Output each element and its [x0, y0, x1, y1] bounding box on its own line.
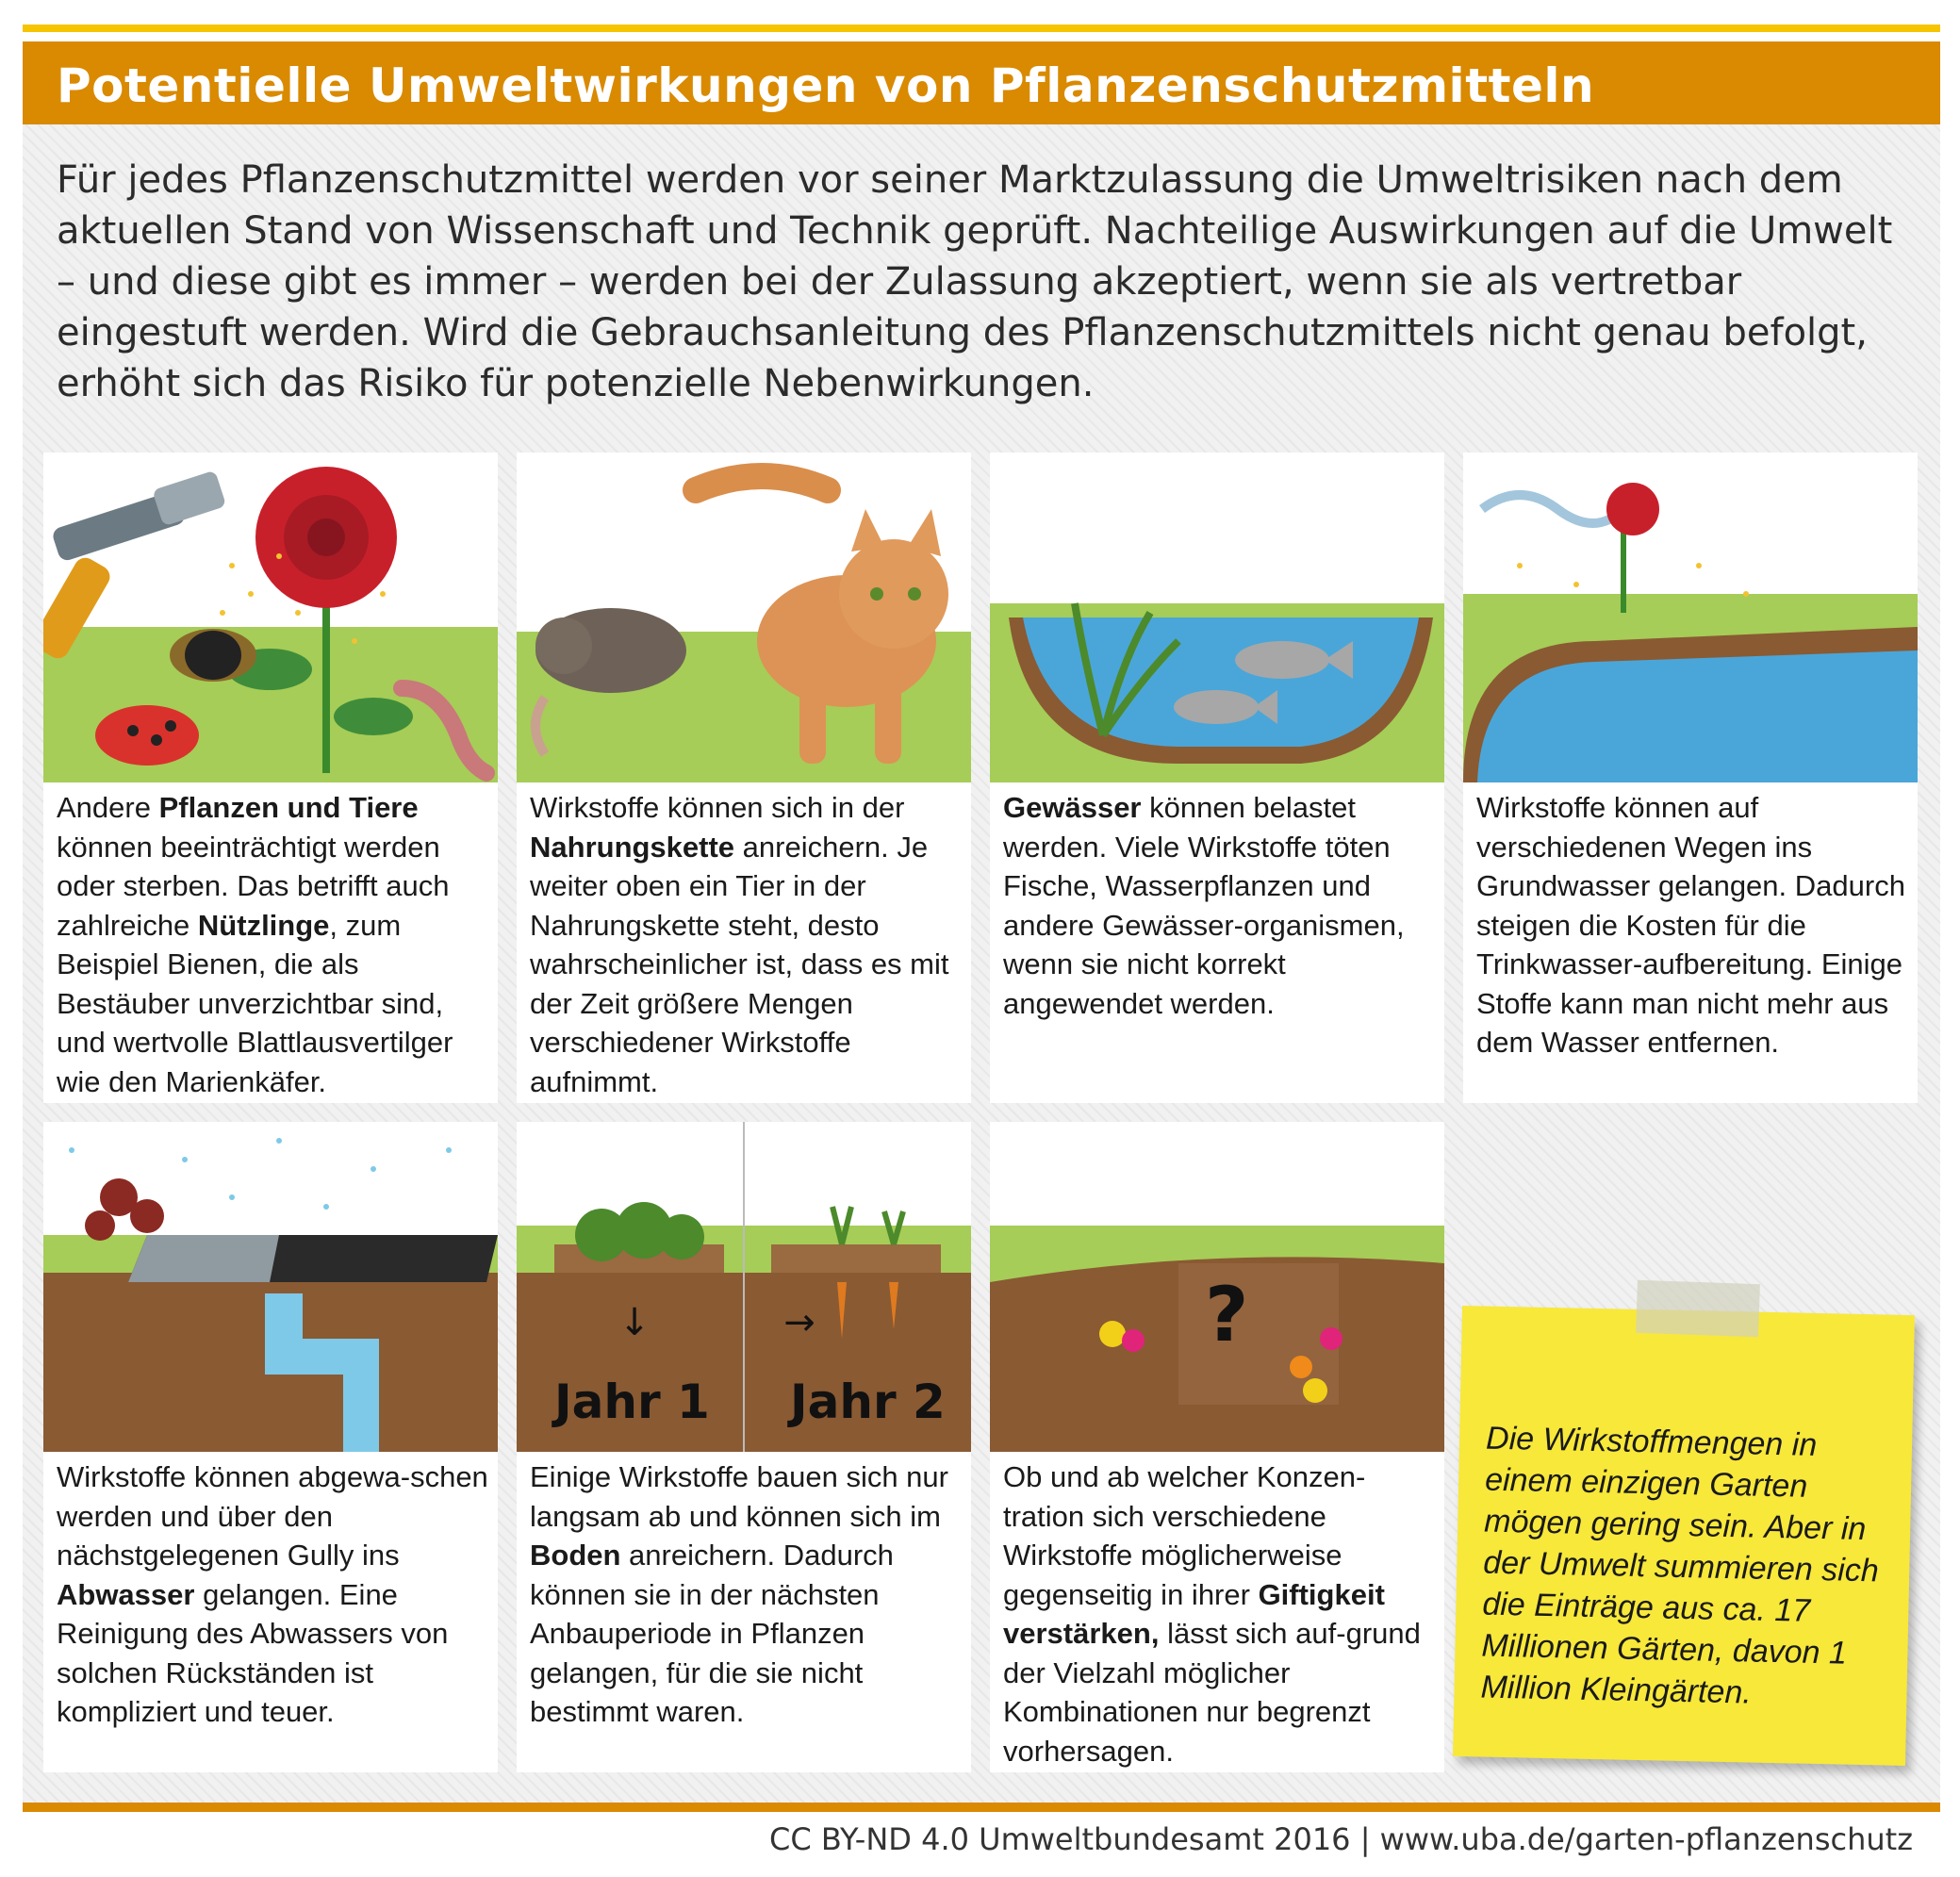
caption-text: anreichern. Dadurch können sie in der nächsten Anbauperiode in Pflanzen gelangen, für die sie nicht bestimmt waren.: [530, 1539, 894, 1728]
caption-text: Wirkstoffe können auf verschiedenen Wegen ins Grundwasser gelangen. Dadurch steigen die Kosten für die Trinkwasser-aufbereitung. Einige Stoffe kann man nicht mehr aus dem Wasser entfernen.: [1476, 791, 1905, 1059]
garden-hose-illustration: [43, 453, 498, 782]
caption-text: Ob und ab welcher Konzen-tration sich verschiedene Wirkstoffe möglicherweise gegenseitig in ihrer: [1003, 1460, 1366, 1611]
right-arrow-icon: →: [783, 1301, 815, 1344]
caption-text: anreichern. Je weiter oben ein Tier in der Nahrungskette steht, desto wahrscheinlicher ist, dass es mit der Zeit größere Mengen verschiedener Wirkstoffe aufnimmt.: [530, 830, 949, 1098]
caption-text: Einige Wirkstoffe bauen sich nur langsam ab und können sich im: [530, 1460, 948, 1533]
groundwater-illustration: [1463, 453, 1918, 782]
panel-toxicity: [990, 1122, 1444, 1772]
title-bar: [23, 41, 1940, 124]
panel-groundwater: [1463, 453, 1918, 1103]
soil-combination-illustration: [990, 1122, 1444, 1452]
sticky-note: [1453, 1306, 1915, 1766]
caption-emphasis: Gewässer: [1003, 791, 1142, 824]
panel-waters: [990, 453, 1444, 1103]
bottom-accent-rule: [23, 1803, 1940, 1812]
caption-text: können belastet werden. Viele Wirkstoffe töten Fische, Wasserpflanzen und andere Gewässer-organismen, wenn sie nicht korrekt angewendet werden.: [1003, 791, 1405, 1020]
caption-emphasis: Abwasser: [57, 1577, 195, 1611]
caption-text: Wirkstoffe können sich in der: [530, 791, 905, 824]
panel-caption: [1003, 1457, 1435, 1770]
caption-text: Wirkstoffe können abgewa-schen werden und über den nächstgelegenen Gully ins: [57, 1460, 488, 1572]
intro-text: Für jedes Pflanzenschutzmittel werden vor seiner Marktzulassung die Umweltrisiken nach dem aktuellen Stand von Wissenschaft und Technik geprüft. Nachteilige Auswirkungen auf die Umwelt – und diese gibt es immer – werden bei der Zulassung akzeptiert, wenn sie als vertretbar eingestuft werden. Wird die Gebrauchsanleitung des Pflanzenschutzmittels nicht genau befolgt, erhöht sich das Risiko für potenzielle Nebenwirkungen.: [57, 158, 1893, 405]
panel-food-chain: [517, 453, 971, 1103]
panel-caption: [1003, 788, 1435, 1023]
caption-text: gelangen. Eine Reinigung des Abwassers von solchen Rückständen ist kompliziert und teuer.: [57, 1577, 449, 1728]
panel-caption: [57, 1457, 488, 1732]
caption-text: können beeinträchtigt werden oder sterben. Das betrifft auch zahlreiche: [57, 830, 450, 942]
page-title: Potentielle Umweltwirkungen von Pflanzenschutzmitteln: [57, 58, 1595, 113]
tape-strip: [1636, 1280, 1760, 1338]
pond-illustration: [990, 453, 1444, 782]
caption-emphasis: Boden: [530, 1539, 621, 1572]
cat-mouse-illustration: [517, 453, 971, 782]
top-accent-rule: [23, 25, 1940, 32]
panel-wastewater: [43, 1122, 498, 1772]
caption-text: lässt sich auf-grund der Vielzahl möglicher Kombinationen nur begrenzt vorhersagen.: [1003, 1617, 1421, 1768]
caption-emphasis: Giftigkeit verstärken,: [1003, 1577, 1385, 1650]
year-2-label: Jahr 2: [790, 1375, 946, 1429]
note-text: Die Wirkstoffmengen in einem einzigen Garten mögen gering sein. Aber in der Umwelt summieren sich die Einträge aus ca. 17 Millionen Gärten, davon 1 Million Kleingärten.: [1480, 1420, 1880, 1711]
caption-text: Andere: [57, 791, 159, 824]
question-mark: ?: [1205, 1271, 1249, 1358]
footer-credit: CC BY-ND 4.0 Umweltbundesamt 2016 | www.uba.de/garten-pflanzenschutz: [768, 1821, 1913, 1857]
panel-soil: [517, 1122, 971, 1772]
soil-years-illustration: [517, 1122, 971, 1452]
panel-plants-animals: [43, 453, 498, 1103]
panel-caption: [530, 1457, 962, 1732]
caption-text: , zum Beispiel Bienen, die als Bestäuber unverzichtbar sind, und wertvolle Blattlausvertilger wie den Marienkäfer.: [57, 908, 453, 1098]
drain-illustration: [43, 1122, 498, 1452]
caption-emphasis: Nützlinge: [197, 908, 330, 942]
caption-emphasis: Nahrungskette: [530, 830, 735, 864]
caption-emphasis: Pflanzen und Tiere: [158, 791, 419, 824]
panel-caption: [530, 788, 962, 1101]
down-arrow-icon: ↓: [618, 1301, 651, 1344]
year-1-label: Jahr 1: [554, 1375, 710, 1429]
panel-caption: [1476, 788, 1908, 1062]
panel-caption: [57, 788, 488, 1101]
